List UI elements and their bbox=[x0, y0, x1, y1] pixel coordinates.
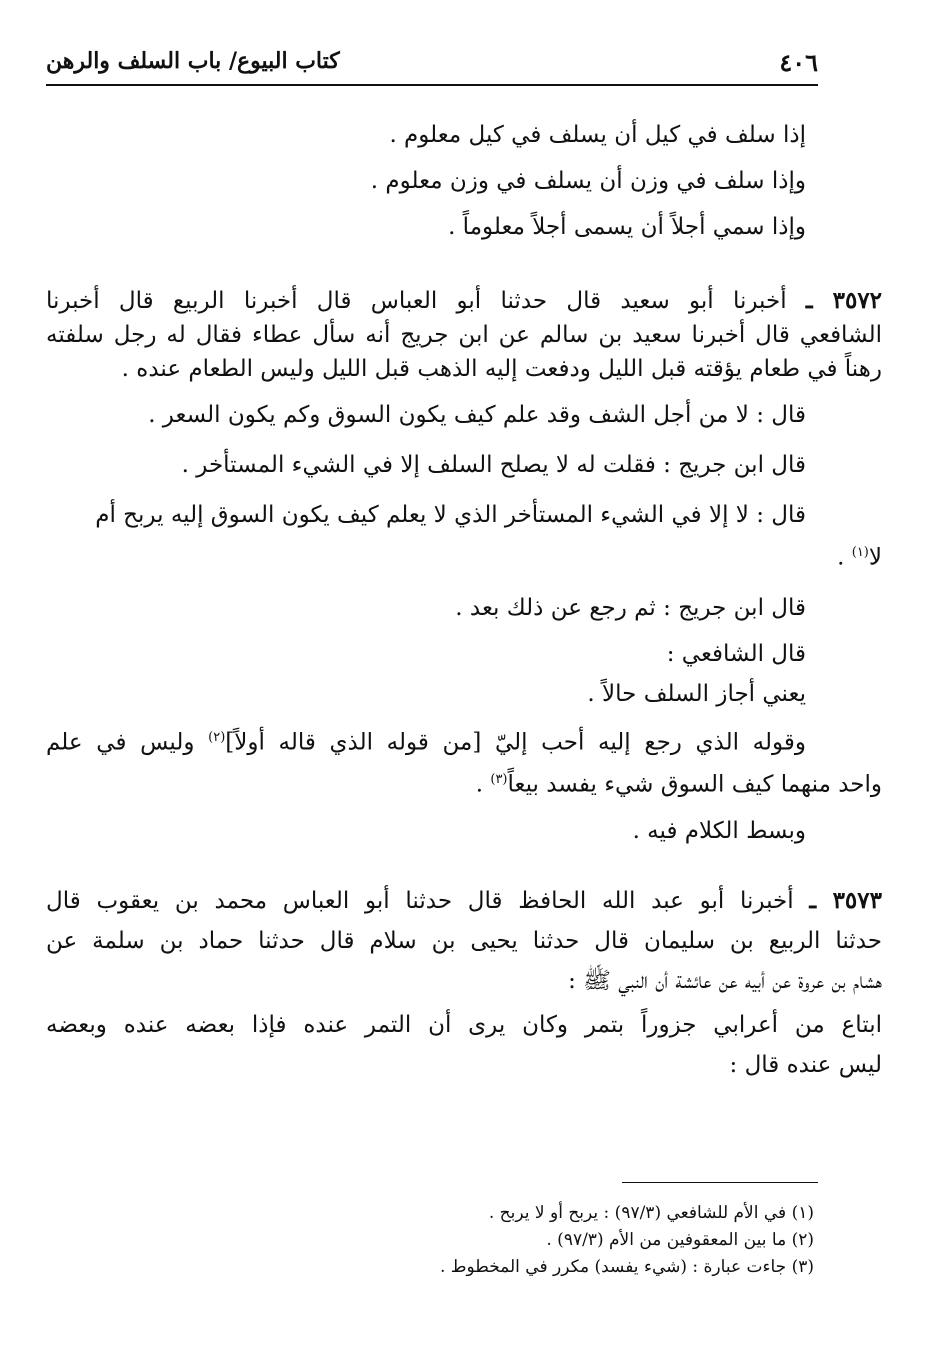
commentary-text: وقوله الذي رجع إليه أحب إليّ [من قوله الذي قاله أولاً] bbox=[225, 729, 806, 756]
hadith-3573 bbox=[46, 884, 882, 998]
hadith-number: ٣٥٧٣ ـ bbox=[809, 886, 882, 914]
footnote-ref: (٣) bbox=[490, 772, 508, 788]
statement: قال الشافعي : bbox=[666, 640, 806, 667]
commentary-line bbox=[46, 763, 882, 802]
commentary-text: واحد منهما كيف السوق شيء يفسد بيعاً bbox=[507, 771, 882, 798]
footnote: (٢) ما بين المعقوفين من الأم (٩٧/٣) . bbox=[546, 1230, 814, 1250]
running-header bbox=[46, 42, 818, 86]
commentary-line bbox=[46, 721, 806, 760]
hadith-number: ٣٥٧٢ ـ bbox=[805, 287, 882, 314]
isnad-text: أخبرنا أبو عبد الله الحافظ قال حدثنا أبو العباس محمد بن يعقوب قال bbox=[46, 887, 794, 914]
main-text bbox=[46, 118, 882, 1082]
hadith-line: حدثنا الربيع بن سليمان قال حدثنا يحيى بن سلام قال حدثنا حماد بن سلمة عن bbox=[46, 927, 882, 954]
statement: قال ابن جريج : ثم رجع عن ذلك بعد . bbox=[455, 594, 806, 621]
matn-line: ليس عنده قال : bbox=[729, 1051, 882, 1078]
hadith-line: رهناً في طعام يؤقته قبل الليل ودفعت إليه الذهب قبل الليل وليس الطعام عنده . bbox=[121, 356, 882, 382]
hadith-line: هشام بن عروة عن أبيه عن عائشة أن النبي ﷺ : bbox=[568, 967, 882, 994]
footnote-ref: (٢) bbox=[208, 729, 226, 745]
footnote: (٣) جاءت عبارة : (شيء يفسد) مكرر في المخطوط . bbox=[439, 1257, 814, 1277]
chapter-title: كتاب البيوع/ باب السلف والرهن bbox=[46, 48, 340, 74]
statement: وبسط الكلام فيه . bbox=[632, 817, 806, 844]
statement-text: . bbox=[837, 544, 852, 571]
header-rule bbox=[46, 84, 818, 86]
statement-continuation bbox=[46, 536, 882, 575]
hadith-line: الشافعي قال أخبرنا سعيد بن سالم عن ابن جريج أنه سأل عطاء فقال له رجل سلفته bbox=[46, 322, 882, 348]
statement-text: لا bbox=[868, 544, 882, 571]
commentary-text: وليس في علم bbox=[46, 729, 209, 756]
statement: يعني أجاز السلف حالاً . bbox=[587, 680, 806, 707]
matn-line: ابتاع من أعرابي جزوراً بتمر وكان يرى أن التمر عنده فإذا بعضه عنده وبعضه bbox=[46, 1011, 882, 1038]
commentary bbox=[46, 721, 806, 760]
footnotes bbox=[46, 1200, 814, 1281]
matn bbox=[46, 1008, 882, 1042]
condition-line: وإذا سلف في وزن أن يسلف في وزن معلوم . bbox=[370, 168, 806, 194]
hadith-3572 bbox=[46, 284, 882, 386]
isnad-text: أخبرنا أبو سعيد قال حدثنا أبو العباس قال أخبرنا الربيع قال أخبرنا bbox=[46, 288, 787, 314]
statement: قال : لا من أجل الشف وقد علم كيف يكون السوق وكم يكون السعر . bbox=[148, 402, 806, 428]
footnote-ref: (١) bbox=[851, 545, 869, 560]
condition-line: إذا سلف في كيل أن يسلف في كيل معلوم . bbox=[389, 122, 806, 148]
intro-conditions bbox=[46, 118, 806, 244]
hadith-line bbox=[46, 884, 882, 918]
footnote-rule bbox=[622, 1182, 818, 1183]
footnote: (١) في الأم للشافعي (٩٧/٣) : يربح أو لا يربح . bbox=[488, 1203, 814, 1223]
statement: قال : لا إلا في الشيء المستأخر الذي لا يعلم كيف يكون السوق إليه يربح أم bbox=[95, 502, 806, 528]
hadith-line bbox=[46, 284, 882, 318]
statement: قال ابن جريج : فقلت له لا يصلح السلف إلا في الشيء المستأخر . bbox=[181, 452, 806, 478]
commentary-text: . bbox=[475, 771, 491, 798]
condition-line: وإذا سمي أجلاً أن يسمى أجلاً معلوماً . bbox=[448, 214, 806, 240]
page-number: ٤٠٦ bbox=[779, 48, 818, 77]
